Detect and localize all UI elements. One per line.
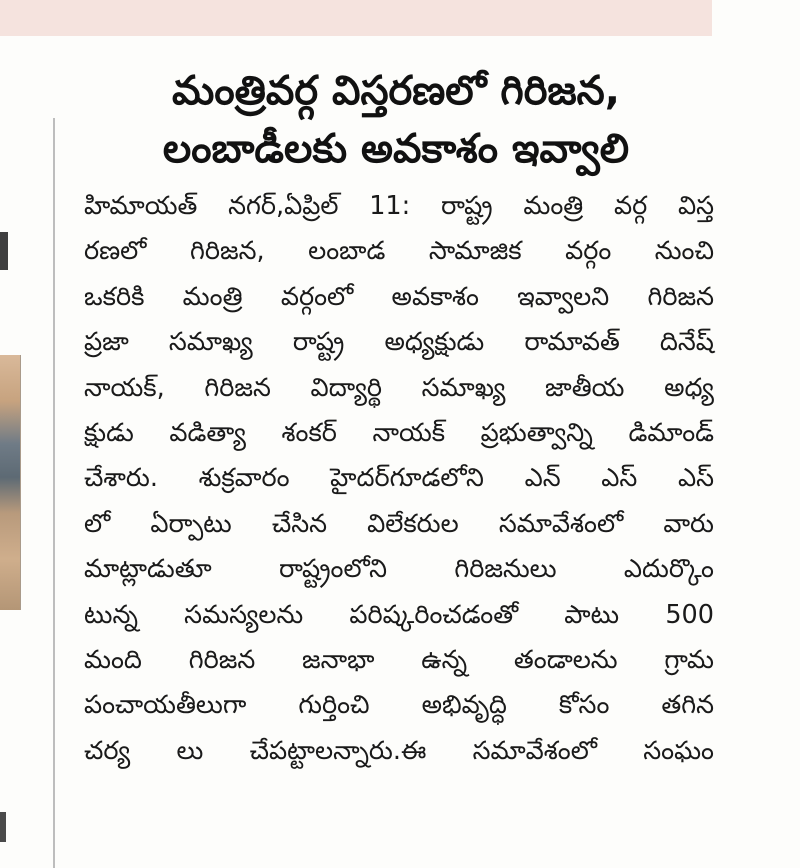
headline-line-2: లంబాడీలకు అవకాశం ఇవ్వాలి — [162, 126, 630, 172]
body-line: క్షుడు వడిత్యా శంకర్ నాయక్ ప్రభుత్వాన్ని డిమాండ్ — [84, 418, 714, 449]
top-color-band — [0, 0, 712, 36]
top-margin — [712, 0, 800, 36]
article-headline — [60, 62, 732, 178]
body-line: లో ఏర్పాటు చేసిన విలేకరుల సమావేశంలో వారు — [84, 508, 714, 539]
body-line: రణలో గిరిజన, లంబాడ సామాజిక వర్గం నుంచి — [84, 236, 714, 267]
news-article — [60, 62, 732, 774]
body-line: చేశారు. శుక్రవారం హైదర్‌గూడలోని ఎన్ ఎస్ ఎస్ — [84, 463, 714, 494]
headline-line-1: మంత్రివర్గ విస్తరణలో గిరిజన, — [172, 68, 620, 114]
body-line: మంది గిరిజన జనాభా ఉన్న తండాలను గ్రామ — [84, 645, 714, 676]
body-line: టున్న సమస్యలను పరిష్కరించడంతో పాటు 500 — [84, 599, 714, 630]
body-line: పంచాయతీలుగా గుర్తించి అభివృద్ధి కోసం తగిన — [84, 690, 714, 721]
body-line: నాయక్, గిరిజన విద్యార్థి సమాఖ్య జాతీయ అధ్య — [84, 372, 714, 403]
adjacent-column-fragment — [0, 812, 6, 842]
body-line: చర్య లు చేపట్టాలన్నారు.ఈ సమావేశంలో సంఘం — [84, 735, 714, 766]
body-line: మాట్లాడుతూ రాష్ట్రంలోని గిరిజనులు ఎదుర్కొం — [84, 554, 714, 585]
adjacent-column-fragment — [0, 232, 8, 270]
body-line: హిమాయత్ నగర్,ఏప్రిల్ 11: రాష్ట్ర మంత్రి వర్గ విస్త — [84, 191, 714, 221]
body-line: ఒకరికి మంత్రి వర్గంలో అవకాశం ఇవ్వాలని గిరిజన — [84, 281, 714, 312]
article-body — [60, 184, 732, 774]
body-line: ప్రజా సమాఖ్య రాష్ట్ర అధ్యక్షుడు రామావత్ దినేష్ — [84, 327, 714, 358]
column-divider — [53, 118, 55, 868]
adjacent-photo-fragment — [0, 355, 21, 610]
